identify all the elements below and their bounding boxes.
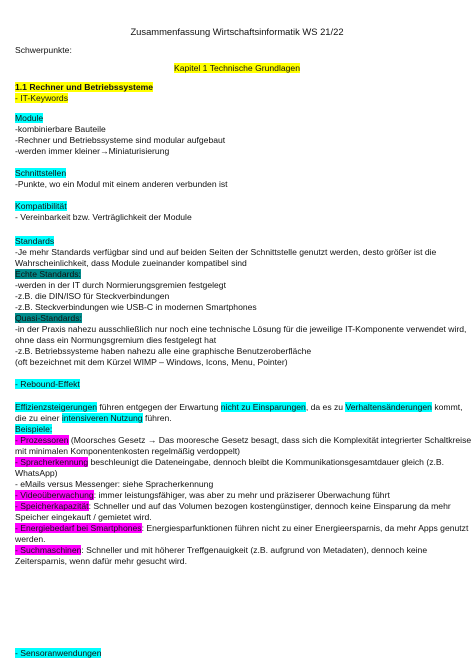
quasi-standards-heading-text: Quasi-Standards: — [15, 313, 82, 323]
speicher-highlight: - Speicherkapazität — [15, 501, 89, 511]
spracherkennung-line — [15, 457, 444, 468]
quasi-standards-heading — [15, 313, 82, 324]
module-line: -Rechner und Betriebssysteme sind modular aufgebaut — [15, 135, 226, 145]
sensor-heading-text: - Sensoranwendungen — [15, 648, 102, 658]
speicher-line: Speicher eingekauft / gemietet wird. — [15, 512, 152, 522]
echte-standards-line: -z.B. Steckverbindungen wie USB-C in modernen Smartphones — [15, 302, 257, 312]
module-line: -kombinierbare Bauteile — [15, 124, 106, 134]
effizienz-line — [15, 413, 172, 424]
prozessoren-line: mit minimalen Komponentenkosten regelmäßig verdoppelt) — [15, 446, 240, 456]
standards-heading-text: Standards — [15, 236, 55, 246]
it-keywords-text: - IT-Keywords — [15, 93, 69, 103]
beispiele-heading — [15, 424, 52, 435]
effizienz-text: , da es zu — [305, 402, 346, 412]
echte-standards-heading — [15, 269, 81, 280]
standards-line: Wahrscheinlichkeit, dass Module zueinander kompatibel sind — [15, 258, 247, 268]
energie-line: werden. — [15, 534, 46, 544]
document-title: Zusammenfassung Wirtschaftsinformatik WS 21/22 — [130, 26, 344, 37]
verhalten-highlight: Verhaltensänderungen — [345, 402, 432, 412]
suchmaschinen-highlight: - Suchmaschinen — [15, 545, 82, 555]
kompatibilitaet-heading-text: Kompatibilität — [15, 201, 67, 211]
nutzung-highlight: intensiveren Nutzung — [61, 413, 143, 423]
prozessoren-line — [15, 435, 471, 446]
kompatibilitaet-line: - Vereinbarkeit bzw. Verträglichkeit der Module — [15, 212, 192, 222]
effizienz-line — [15, 402, 463, 413]
speicher-text: : Schneller und auf das Volumen bezogen kostengünstiger, dennoch keine Einsparung da mehr — [88, 501, 451, 511]
schnittstellen-heading — [15, 168, 66, 179]
suchmaschinen-line: Zeitersparnis, wenn dafür mehr gesucht wird. — [15, 556, 187, 566]
rebound-heading-text: - Rebound-Effekt — [15, 379, 80, 389]
einsparungen-highlight: nicht zu Einsparungen — [220, 402, 306, 412]
prozessoren-text: (Moorsches Gesetz → Das mooresche Gesetz besagt, dass sich die Komplexität integrierter Schaltkreise — [68, 435, 472, 445]
spracherkennung-line: WhatsApp) — [15, 468, 58, 478]
echte-standards-heading-text: Echte Standards: — [15, 269, 81, 279]
sensor-heading — [15, 648, 101, 659]
effizienz-text: die zu einer — [15, 413, 62, 423]
chapter-heading — [0, 63, 474, 74]
it-keywords-label — [15, 93, 68, 104]
effizienz-highlight: Effizienzsteigerungen — [15, 402, 98, 412]
quasi-standards-line: -in der Praxis nahezu ausschließlich nur noch eine technische Lösung für die jeweilige IT-Komponente verwendet wird, — [15, 324, 467, 334]
spracherkennung-text: beschleunigt die Dateneingabe, dennoch bleibt die Kommunikationsgesamtdauer gleich (z.B. — [88, 457, 445, 467]
echte-standards-line: -z.B. die DIN/ISO für Steckverbindungen — [15, 291, 170, 301]
standards-line: -Je mehr Standards verfügbar sind und auf beiden Seiten der Schnittstelle genutzt werden, desto größer ist die — [15, 247, 437, 257]
effizienz-text: kommt, — [431, 402, 463, 412]
suchmaschinen-line — [15, 545, 427, 556]
speicher-line — [15, 501, 451, 512]
prozessoren-highlight: - Prozessoren — [15, 435, 69, 445]
module-heading — [15, 113, 43, 124]
suchmaschinen-text: : Schneller und mit höherer Treffgenauigkeit (z.B. aufgrund von Metadaten), dennoch keine — [81, 545, 428, 555]
video-text: : immer leistungsfähiger, was aber zu mehr und präziserer Überwachung führt — [93, 490, 390, 500]
beispiele-heading-text: Beispiele: — [15, 424, 53, 434]
quasi-standards-line: -z.B. Betriebssysteme haben nahezu alle eine graphische Benutzeroberfläche — [15, 346, 312, 356]
energie-highlight: - Energiebedarf bei Smartphones — [15, 523, 142, 533]
energie-line — [15, 523, 468, 534]
module-line: -werden immer kleiner→Miniaturisierung — [15, 146, 170, 156]
echte-standards-line: -werden in der IT durch Normierungsgremien festgelegt — [15, 280, 226, 290]
section-heading — [15, 82, 153, 93]
effizienz-text: führen. — [142, 413, 172, 423]
schwerpunkte-label: Schwerpunkte: — [15, 45, 72, 55]
schnittstellen-heading-text: Schnittstellen — [15, 168, 67, 178]
chapter-heading-text: Kapitel 1 Technische Grundlagen — [174, 63, 300, 73]
module-heading-text: Module — [15, 113, 44, 123]
effizienz-text: führen entgegen der Erwartung — [97, 402, 221, 412]
video-line — [15, 490, 390, 501]
kompatibilitaet-heading — [15, 201, 67, 212]
energie-text: : Energiesparfunktionen führen nicht zu einer Energieersparnis, da mehr Apps genutzt — [141, 523, 469, 533]
video-highlight: - Videoüberwachung — [15, 490, 94, 500]
standards-heading — [15, 236, 54, 247]
quasi-standards-line: ohne dass ein Normungsgremium dies festgelegt hat — [15, 335, 217, 345]
spracherkennung-highlight: - Spracherkennung — [15, 457, 89, 467]
rebound-heading — [15, 379, 80, 390]
schnittstellen-line: -Punkte, wo ein Modul mit einem anderen verbunden ist — [15, 179, 228, 189]
emails-line: - eMails versus Messenger: siehe Spracherkennung — [15, 479, 214, 489]
section-heading-text: 1.1 Rechner und Betriebssysteme — [15, 82, 154, 92]
quasi-standards-line: (oft bezeichnet mit dem Kürzel WIMP – Windows, Icons, Menu, Pointer) — [15, 357, 288, 367]
